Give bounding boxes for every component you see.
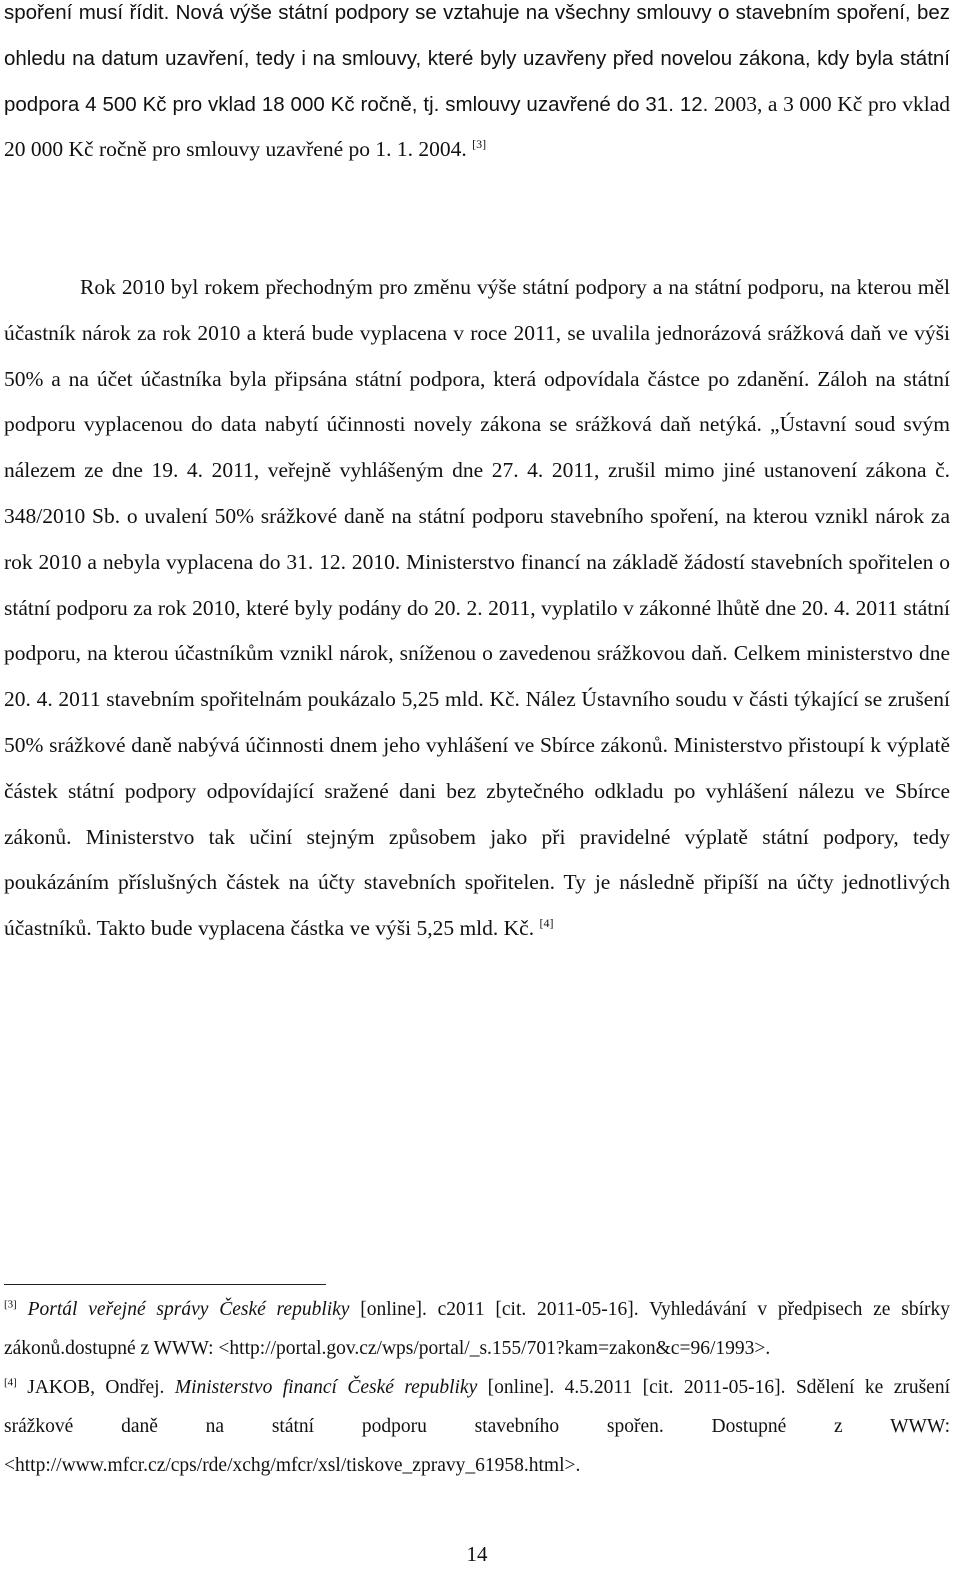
paragraph-1-serif-text: 2003, a 3 000 Kč pro vklad 20 000 Kč ročně pro smlouvy uzavřené po 1. 1. 2004.	[4, 91, 950, 162]
footnote-3-text: [online]. c2011 [cit. 2011-05-16]. Vyhledávání v předpisech ze sbírky zákonů.dostupné z WWW: <http://portal.gov.cz/wps/portal/_s.155/701?kam=zakon&c=96/1993>.	[4, 1299, 951, 1359]
footnote-4-title: Ministerstvo financí České republiky	[174, 1377, 478, 1398]
footnote-3	[4, 1290, 950, 1368]
paragraph-1-sans-text: spoření musí řídit. Nová výše státní podpory se vztahuje na všechny smlouvy o stavebním spoření, bez ohledu na datum uzavření, tedy i na smlouvy, které byly uzavřeny před novelou zákona, kdy byla státní podpora 4 500 Kč pro vklad 18 000 Kč ročně, tj. smlouvy uzavřené do 31. 12.	[4, 1, 950, 116]
footnote-4-marker: [4]	[4, 1376, 17, 1389]
citation-ref-4: [4]	[539, 916, 554, 930]
footnote-4-author: JAKOB, Ondřej.	[27, 1377, 175, 1398]
footnote-divider	[4, 1284, 326, 1285]
footnote-3-marker: [3]	[4, 1298, 17, 1311]
footnote-3-title: Portál veřejné správy České republiky	[27, 1299, 350, 1320]
paragraph-1	[4, 0, 950, 173]
page-number: 14	[466, 1542, 488, 1566]
footnote-4	[4, 1368, 950, 1485]
paragraph-2-text: Rok 2010 byl rokem přechodným pro změnu výše státní podpory a na státní podporu, na kterou měl účastník nárok za rok 2010 a která bude vyplacena v roce 2011, se uvalila jednorázová srážková daň ve výši 50% a na účet účastníka byla připsána státní podpora, která odpovídala částce po zdanění. Záloh na státní podporu vyplacenou do data nabytí účinnosti novely zákona se srážková daň netýká. „Ústavní soud svým nálezem ze dne 19. 4. 2011, veřejně vyhlášeným dne 27. 4. 2011, zrušil mimo jiné ustanovení zákona č. 348/2010 Sb. o uvalení 50% srážkové daně na státní podporu stavebního spoření, na kterou vznikl nárok za rok 2010 a nebyla vyplacena do 31. 12. 2010. Ministerstvo financí na základě žádostí stavebních spořitelen o státní podporu za rok 2010, které byly podány do 20. 2. 2011, vyplatilo v zákonné lhůtě dne 20. 4. 2011 státní podporu, na kterou účastníkům vznikl nárok, sníženou o zavedenou srážkovou daň. Celkem ministerstvo dne 20. 4. 2011 stavebním spořitelnám poukázalo 5,25 mld. Kč. Nález Ústavního soudu v části týkající se zrušení 50% srážkové daně nabývá účinnosti dnem jeho vyhlášení ve Sbírce zákonů. Ministerstvo přistoupí k výplatě částek státní podpory odpovídající sražené dani bez zbytečného odkladu po vyhlášení nálezu ve Sbírce zákonů. Ministerstvo tak učiní stejným způsobem jako při pravidelné výplatě státní podpory, tedy poukázáním příslušných částek na účty stavebních spořitelen. Ty je následně připíší na účty jednotlivých účastníků. Takto bude vyplacena částka ve výši 5,25 mld. Kč.	[4, 275, 950, 941]
footnote-4-text: [online]. 4.5.2011 [cit. 2011-05-16]. Sdělení ke zrušení srážkové daně na státní podporu stavebního spořen. Dostupné z WWW: <http://www.mfcr.cz/cps/rde/xchg/mfcr/xsl/tiskove_zpravy_61958.html>.	[4, 1377, 951, 1476]
footnotes	[4, 1290, 950, 1485]
citation-ref-3: [3]	[472, 137, 487, 152]
paragraph-2	[4, 265, 950, 952]
